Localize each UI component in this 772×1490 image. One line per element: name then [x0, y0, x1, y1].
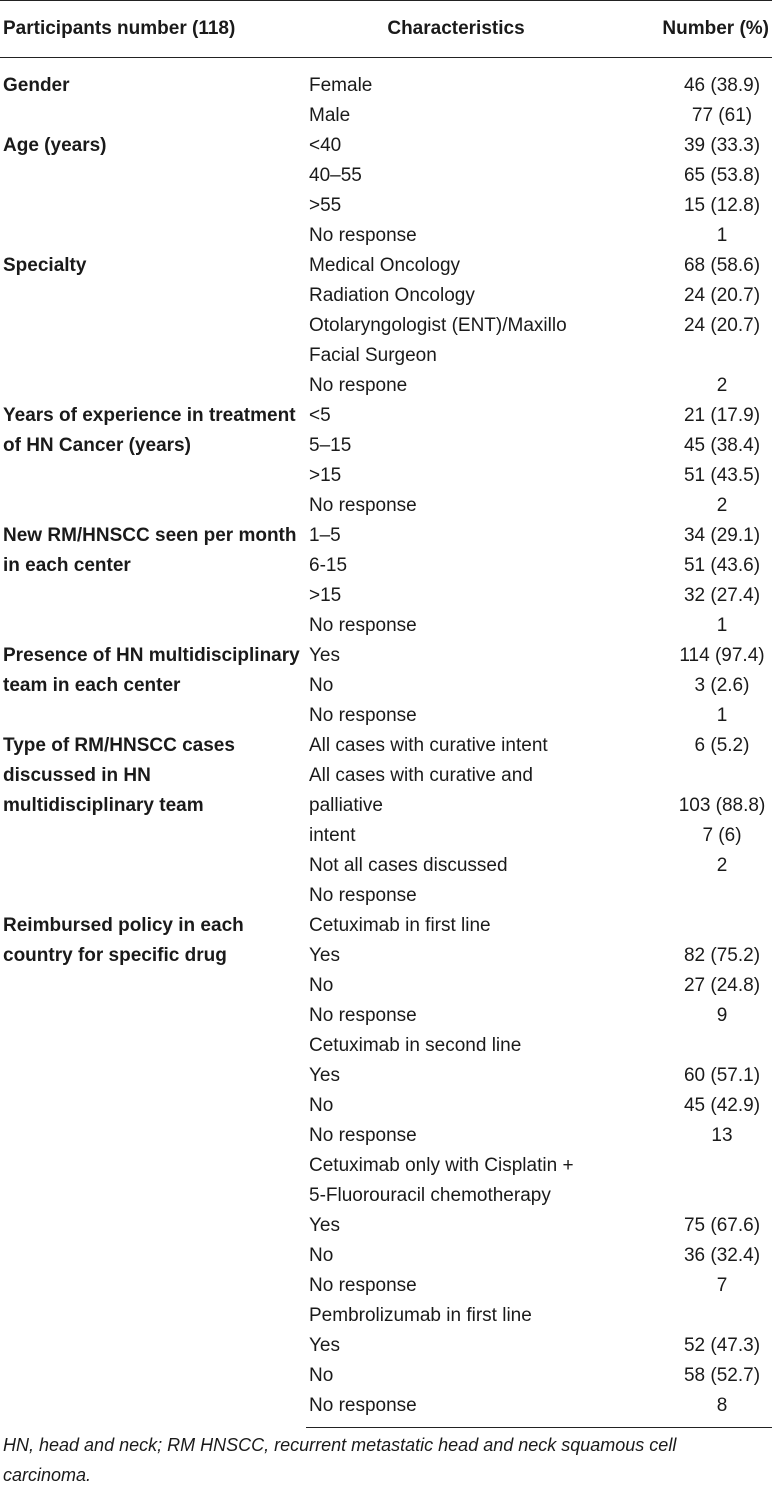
- table-body: [0, 58, 772, 1428]
- number-cell: 45 (42.9): [683, 1095, 761, 1116]
- number-cell: 75 (67.6): [683, 1215, 761, 1236]
- number-cell: 3 (2.6): [694, 675, 750, 696]
- number-cell: 21 (17.9): [683, 405, 761, 426]
- characteristic-cell: Cetuximab only with Cisplatin + 5-Fluorouracil chemotherapy: [309, 1155, 574, 1206]
- characteristic-cell: >55: [309, 195, 342, 216]
- number-cell: 8: [636, 1391, 772, 1428]
- characteristic-cell: Cetuximab in second line: [309, 1035, 522, 1056]
- number-cell: [636, 1151, 772, 1211]
- category-cell: Presence of HN multidisciplinary team in each center: [3, 645, 300, 696]
- characteristic-cell: No: [309, 1245, 334, 1266]
- characteristic-cell: >15: [309, 465, 342, 486]
- table-row: [0, 521, 772, 551]
- number-cell: [636, 1031, 772, 1061]
- characteristic-cell: 1–5: [309, 525, 341, 546]
- characteristic-cell: No response: [309, 1125, 417, 1146]
- number-cell: 7: [716, 1275, 728, 1296]
- characteristic-cell: Yes: [309, 1335, 340, 1356]
- header-number-percent: Number (%): [636, 1, 772, 58]
- number-cell: 51 (43.5): [683, 465, 761, 486]
- category-cell: Type of RM/HNSCC cases discussed in HN multidisciplinary team: [3, 735, 235, 816]
- characteristic-cell: Not all cases discussed: [309, 855, 508, 876]
- characteristic-cell: <5: [309, 405, 331, 426]
- characteristic-cell: No response: [309, 1005, 417, 1026]
- characteristic-cell: <40: [309, 135, 342, 156]
- number-cell: 32 (27.4): [683, 585, 761, 606]
- number-cell: 1: [716, 225, 728, 246]
- number-cell: 9: [716, 1005, 728, 1026]
- number-cell: 34 (29.1): [683, 525, 761, 546]
- number-cell: 24 (20.7): [683, 315, 761, 336]
- characteristic-cell: No response: [306, 1391, 636, 1428]
- characteristic-cell: Medical Oncology: [309, 255, 461, 276]
- header-characteristics: Characteristics: [306, 1, 636, 58]
- number-cell: 1: [716, 615, 728, 636]
- characteristic-cell: 40–55: [309, 165, 362, 186]
- number-cell: 65 (53.8): [683, 165, 761, 186]
- category-cell: Gender: [3, 75, 70, 96]
- number-cell: 2: [716, 855, 728, 876]
- table-row: [0, 641, 772, 671]
- number-cell: [636, 911, 772, 941]
- characteristic-cell: Yes: [309, 645, 340, 666]
- characteristic-cell: 5–15: [309, 435, 352, 456]
- number-cell: 2: [716, 495, 728, 516]
- characteristic-cell: Radiation Oncology: [309, 285, 475, 306]
- characteristic-cell: No response: [309, 885, 417, 906]
- characteristic-cell: No response: [309, 495, 417, 516]
- characteristic-cell: No response: [309, 225, 417, 246]
- number-cell: 36 (32.4): [683, 1245, 761, 1266]
- characteristic-cell: Yes: [309, 1215, 340, 1236]
- characteristic-cell: No response: [309, 1275, 417, 1296]
- characteristic-cell: Pembrolizumab in first line: [309, 1305, 532, 1326]
- characteristic-cell: 6-15: [309, 555, 348, 576]
- number-cell: 46 (38.9): [683, 75, 761, 96]
- number-cell: 103 (88.8) 7 (6): [678, 795, 766, 846]
- category-cell: Years of experience in treatment of HN Cancer (years): [3, 405, 296, 456]
- characteristic-cell: Otolaryngologist (ENT)/Maxillo Facial Surgeon: [309, 315, 567, 366]
- characteristic-cell: No: [309, 675, 334, 696]
- number-cell: 58 (52.7): [683, 1365, 761, 1386]
- number-cell: 15 (12.8): [683, 195, 761, 216]
- characteristic-cell: All cases with curative and palliative intent: [309, 765, 533, 846]
- characteristic-cell: All cases with curative intent: [309, 735, 548, 756]
- header-participants: Participants number (118): [0, 1, 306, 58]
- number-cell: 68 (58.6): [683, 255, 761, 276]
- number-cell: 2: [716, 375, 728, 396]
- number-cell: 45 (38.4): [683, 435, 761, 456]
- characteristic-cell: No response: [309, 615, 417, 636]
- number-cell: [636, 881, 772, 911]
- number-cell: 27 (24.8): [683, 975, 761, 996]
- number-cell: 60 (57.1): [683, 1065, 761, 1086]
- number-cell: 1: [716, 705, 728, 726]
- characteristic-cell: No respone: [309, 375, 408, 396]
- number-cell: 52 (47.3): [683, 1335, 761, 1356]
- header-row: [0, 1, 772, 58]
- characteristic-cell: No: [309, 975, 334, 996]
- table-row: [0, 251, 772, 281]
- characteristic-cell: No: [309, 1365, 334, 1386]
- category-cell: Specialty: [3, 255, 87, 276]
- table-row: [0, 911, 772, 941]
- table-row: [0, 731, 772, 761]
- characteristic-cell: No: [309, 1095, 334, 1116]
- number-cell: 51 (43.6): [683, 555, 761, 576]
- characteristic-cell: >15: [309, 585, 342, 606]
- table-footnote: HN, head and neck; RM HNSCC, recurrent metastatic head and neck squamous cell carcinoma.: [3, 1435, 677, 1485]
- category-cell: New RM/HNSCC seen per month in each center: [3, 525, 297, 576]
- number-cell: [636, 1301, 772, 1331]
- number-cell: 24 (20.7): [683, 285, 761, 306]
- characteristic-cell: Male: [309, 105, 351, 126]
- table-row: [0, 131, 772, 161]
- table-row: [0, 58, 772, 102]
- number-cell: 82 (75.2): [683, 945, 761, 966]
- number-cell: 39 (33.3): [683, 135, 761, 156]
- number-cell: 114 (97.4): [679, 645, 765, 666]
- characteristic-cell: Cetuximab in first line: [309, 915, 491, 936]
- characteristic-cell: Yes: [309, 1065, 340, 1086]
- number-cell: 13: [711, 1125, 733, 1146]
- table-row: [0, 401, 772, 431]
- number-cell: 6 (5.2): [694, 735, 750, 756]
- characteristic-cell: Female: [309, 75, 373, 96]
- number-cell: 77 (61): [691, 105, 753, 126]
- table-header: [0, 1, 772, 58]
- category-cell: Age (years): [3, 135, 107, 156]
- characteristic-cell: No response: [309, 705, 417, 726]
- category-cell: Reimbursed policy in each country for specific drug: [3, 915, 244, 966]
- characteristic-cell: Yes: [309, 945, 340, 966]
